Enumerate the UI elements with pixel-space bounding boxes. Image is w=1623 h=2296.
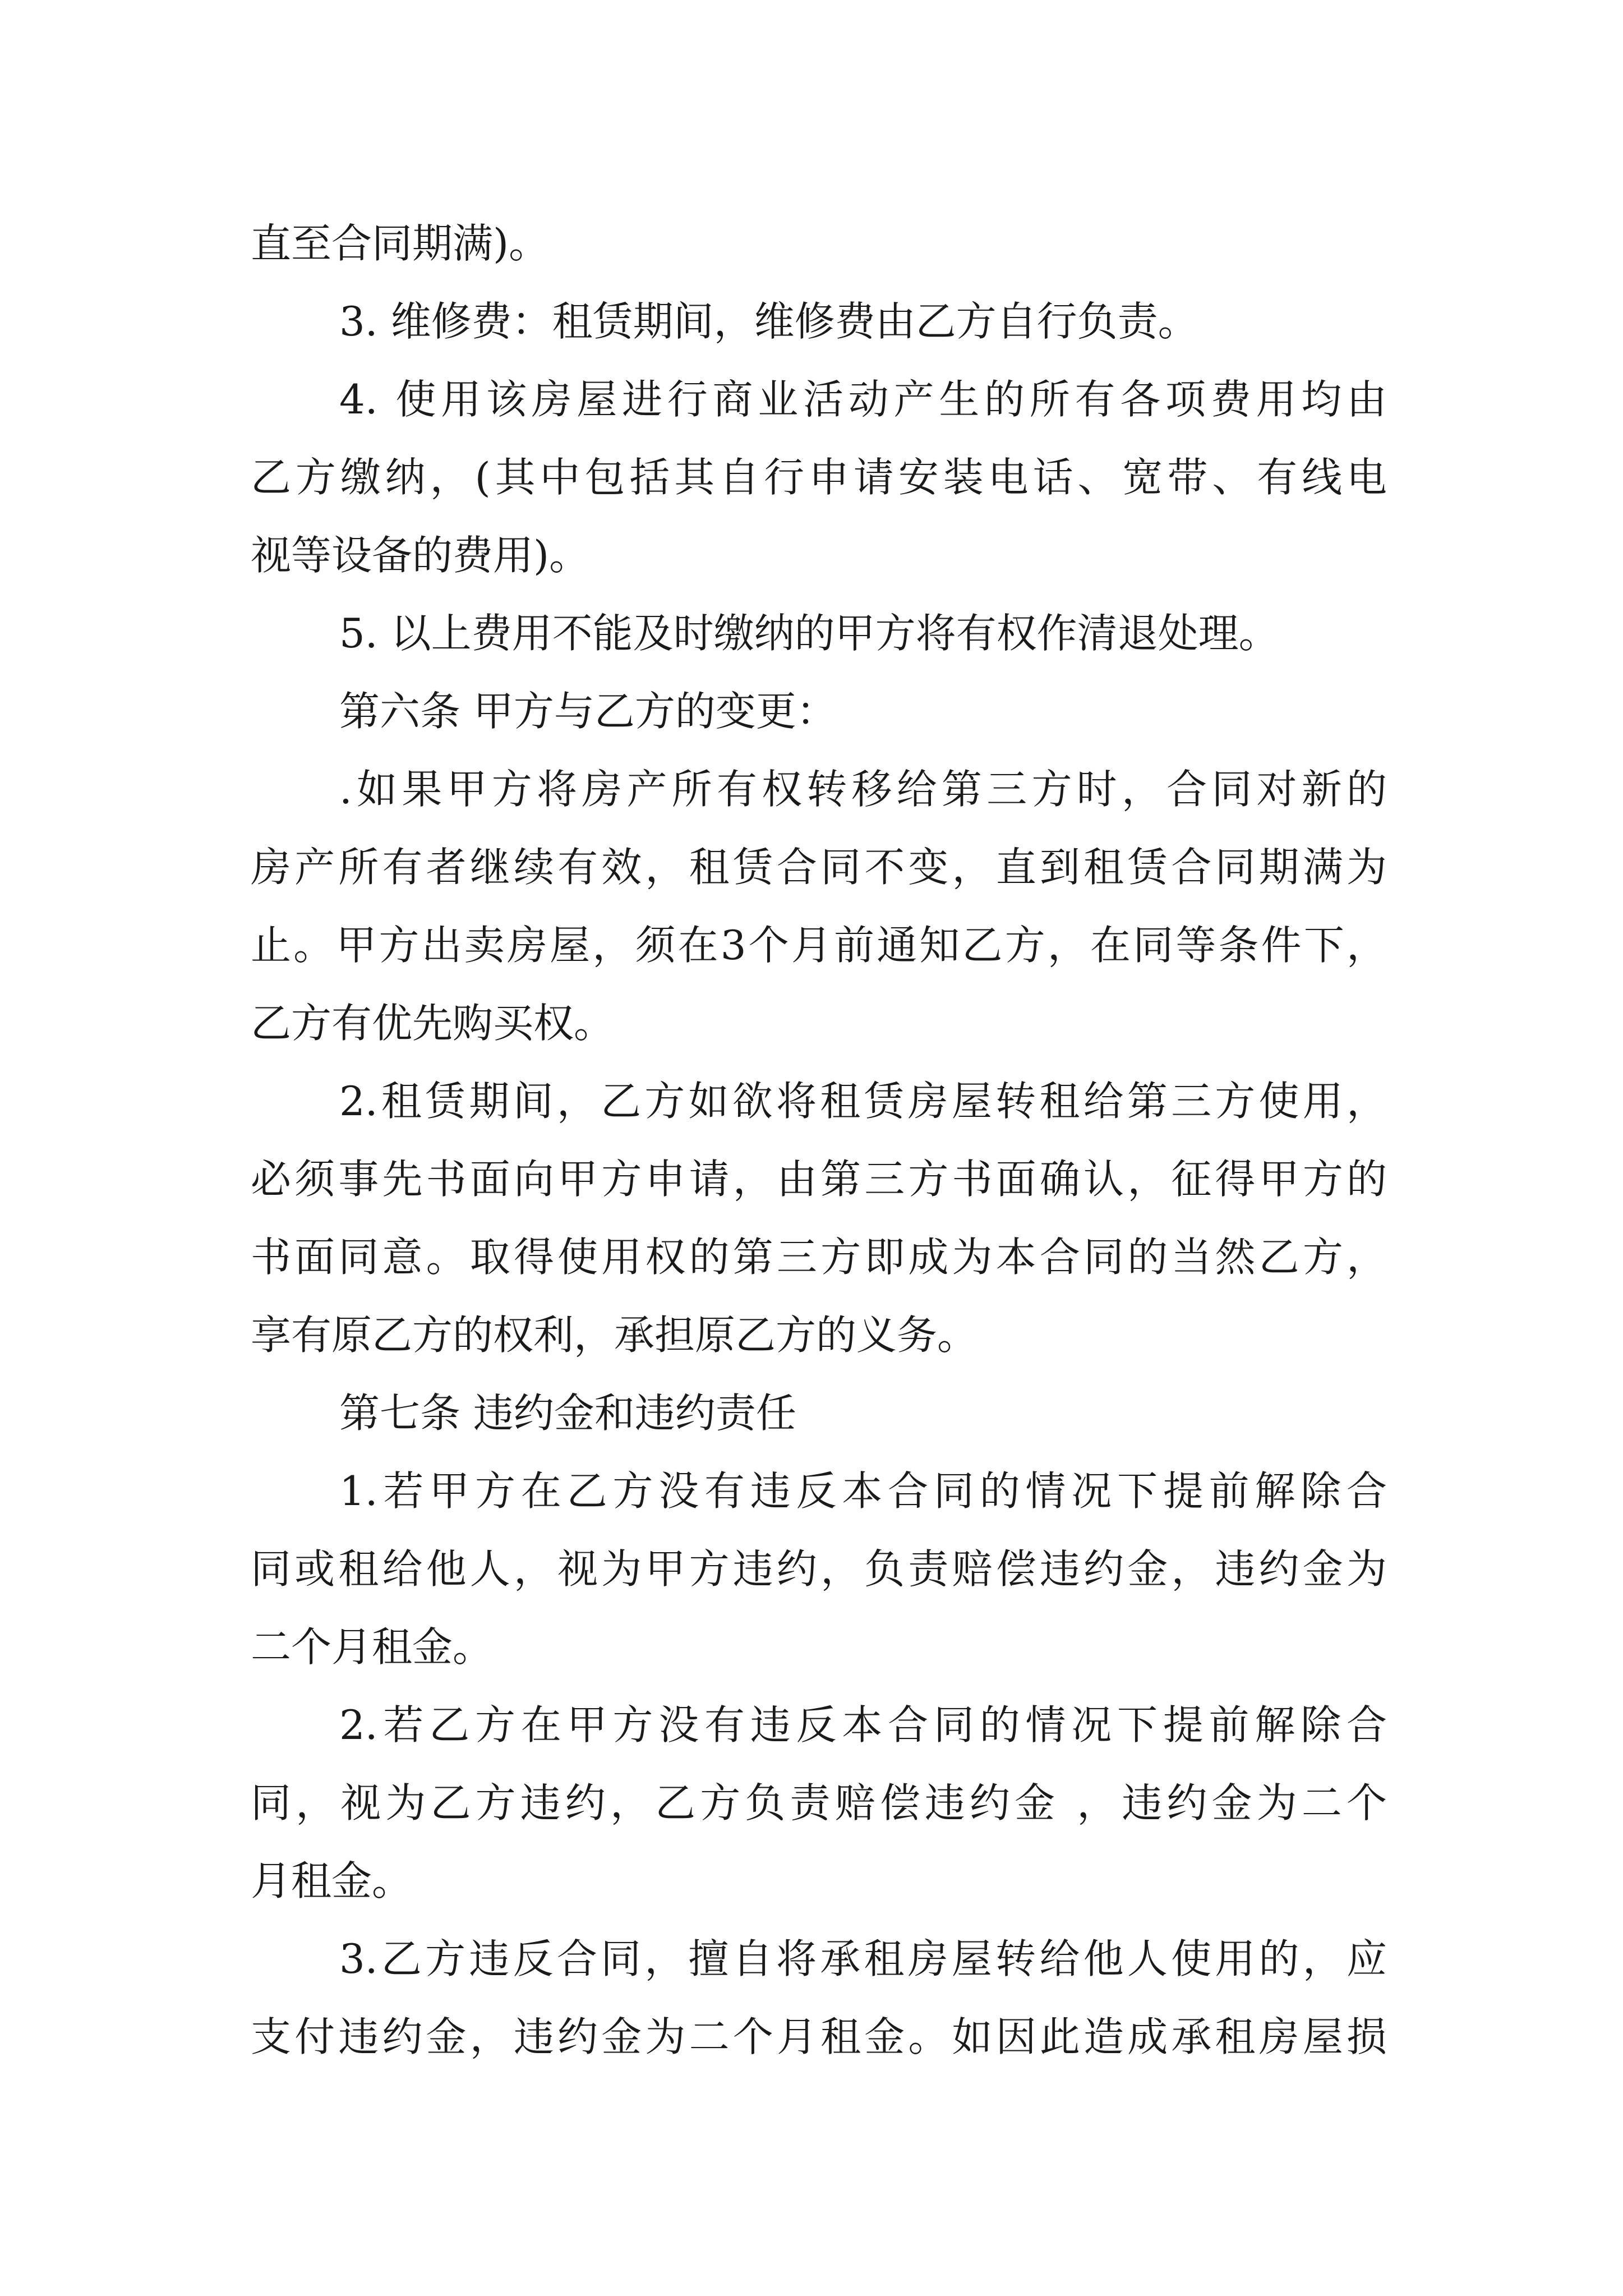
article-heading: 第六条 甲方与乙方的变更： xyxy=(339,688,837,735)
clause-line: .如果甲方将房产所有权转移给第三方时，合同对新的 xyxy=(339,766,1387,813)
text-line: 必须事先书面向甲方申请，由第三方书面确认，征得甲方的 xyxy=(251,1156,1387,1203)
clause-line: 3. 维修费：租赁期间，维修费由乙方自行负责。 xyxy=(339,298,1198,345)
contract-text xyxy=(251,205,1387,2076)
text-line: 视等设备的费用)。 xyxy=(251,532,590,579)
text-line: 享有原乙方的权利，承担原乙方的义务。 xyxy=(251,1312,978,1359)
text-line: 同，视为乙方违约，乙方负责赔偿违约金 ，违约金为二个 xyxy=(251,1779,1387,1826)
text-line: 支付违约金，违约金为二个月租金。如因此造成承租房屋损 xyxy=(251,2013,1387,2060)
text-line: 书面同意。取得使用权的第三方即成为本合同的当然乙方， xyxy=(251,1234,1387,1281)
text-line: 月租金。 xyxy=(251,1857,413,1904)
text-line: 二个月租金。 xyxy=(251,1623,494,1671)
clause-line: 2.若乙方在甲方没有违反本合同的情况下提前解除合 xyxy=(339,1701,1387,1749)
text-line: 乙方有优先购买权。 xyxy=(251,1000,615,1047)
article-heading: 第七条 违约金和违约责任 xyxy=(339,1389,796,1437)
clause-line: 5. 以上费用不能及时缴纳的甲方将有权作清退处理。 xyxy=(339,610,1279,657)
text-line: 同或租给他人，视为甲方违约，负责赔偿违约金，违约金为 xyxy=(251,1545,1387,1593)
text-line: 乙方缴纳，(其中包括其自行申请安装电话、宽带、有线电 xyxy=(251,454,1387,501)
clause-line: 4. 使用该房屋进行商业活动产生的所有各项费用均由 xyxy=(339,376,1387,423)
text-line: 直至合同期满)。 xyxy=(251,220,550,267)
clause-line: 1.若甲方在乙方没有违反本合同的情况下提前解除合 xyxy=(339,1467,1387,1515)
text-line: 止。甲方出卖房屋，须在3个月前通知乙方，在同等条件下， xyxy=(251,922,1387,969)
text-line: 房产所有者继续有效，租赁合同不变，直到租赁合同期满为 xyxy=(251,844,1387,891)
clause-line: 3.乙方违反合同，擅自将承租房屋转给他人使用的，应 xyxy=(339,1935,1387,1982)
clause-line: 2.租赁期间，乙方如欲将租赁房屋转租给第三方使用， xyxy=(339,1078,1387,1125)
